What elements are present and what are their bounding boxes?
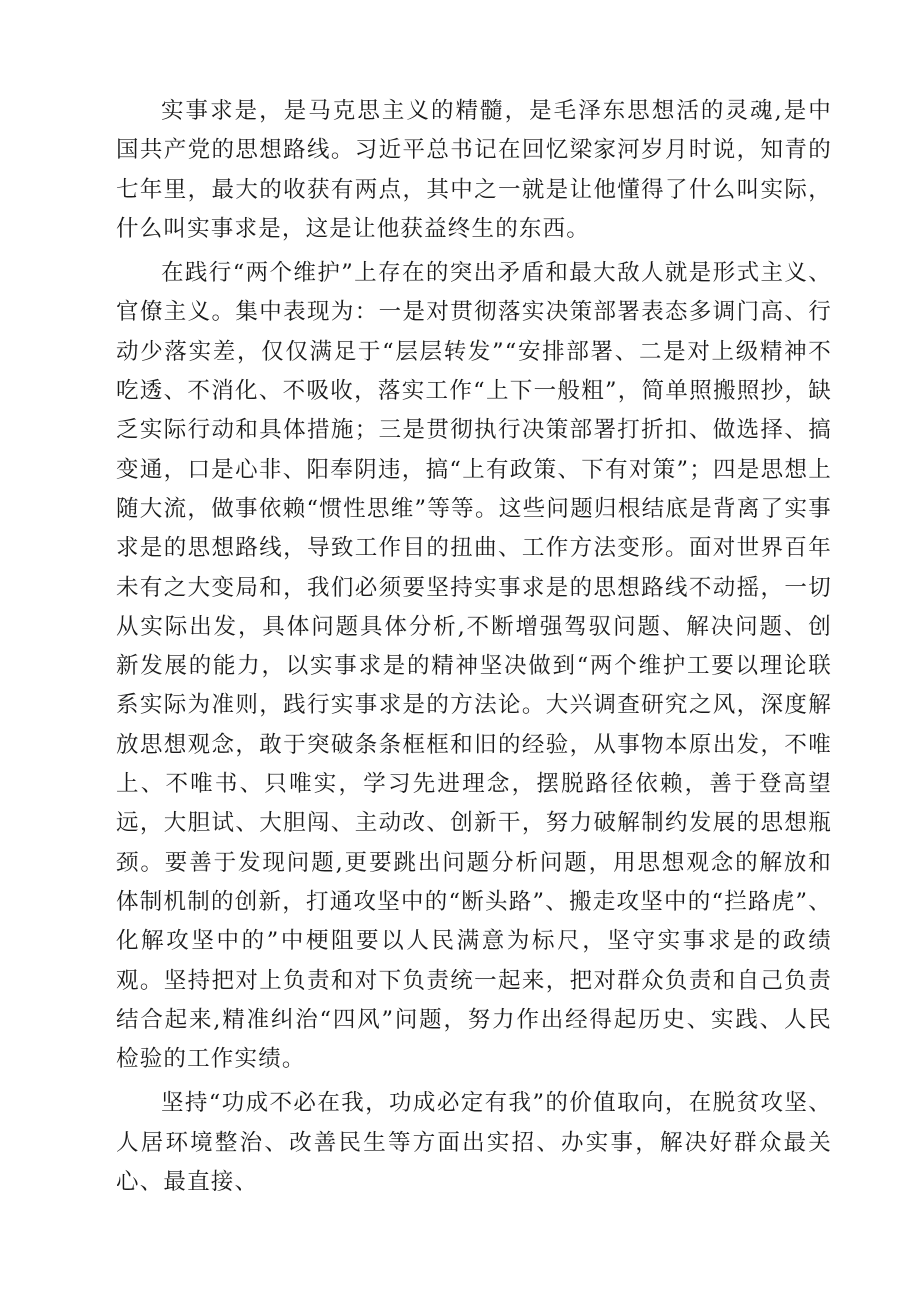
paragraph-two-safeguards: 在践行“两个维护”上存在的突出矛盾和最大敌人就是形式主义、官僚主义。集中表现为：一是对贯彻落实决策部署表态多调门高、行动少落实差，仅仅满足于“层层转发”“安排部署、二是对上级精神不吃透、不消化、不吸收，落实工作“上下一般粗”，简单照搬照抄，缺乏实际行动和具体措施；三是贯彻执行决策部署打折扣、做选择、搞变通，口是心非、阳奉阴违，搞“上有政策、下有对策”；四是思想上随大流，做事依赖“惯性思维”等等。这些问题归根结底是背离了实事求是的思想路线，导致工作目的扭曲、工作方法变形。面对世界百年未有之大变局和，我们必须要坚持实事求是的思想路线不动摇，一切从实际出发，具体问题具体分析,不断增强驾驭问题、解决问题、创新发展的能力，以实事求是的精神坚决做到“两个维护工要以理论联系实际为准则，践行实事求是的方法论。大兴调查研究之风，深度解放思想观念，敢于突破条条框框和旧的经验，从事物本原出发，不唯上、不唯书、只唯实，学习先进理念，摆脱路径依赖，善于登高望远，大胆试、大胆闯、主动改、创新干，努力破解制约发展的思想瓶颈。要善于发现问题,更要跳出问题分析问题，用思想观念的解放和体制机制的创新，打通攻坚中的“断头路”、搬走攻坚中的“拦路虎”、化解攻坚中的”中梗阻要以人民满意为标尺，坚守实事求是的政绩观。坚持把对上负责和对下负责统一起来，把对群众负责和自己负责结合起来,精准纠治“四风”问题，努力作出经得起历史、实践、人民检验的工作实绩。	[116, 260, 832, 1073]
paragraph-seeking-truth: 实事求是，是马克思主义的精髓，是毛泽东思想活的灵魂,是中国共产党的思想路线。习近平总书记在回忆梁家河岁月时说，知青的七年里，最大的收获有两点，其中之一就是让他懂得了什么叫实际，什么叫实事求是，这是让他获益终生的东西。	[116, 98, 832, 242]
document-page	[116, 92, 832, 1207]
paragraph-value-orientation: 坚持“功成不必在我，功成必定有我”的价值取向，在脱贫攻坚、人居环境整治、改善民生等方面出实招、办实事，解决好群众最关心、最直接、	[116, 1090, 832, 1196]
